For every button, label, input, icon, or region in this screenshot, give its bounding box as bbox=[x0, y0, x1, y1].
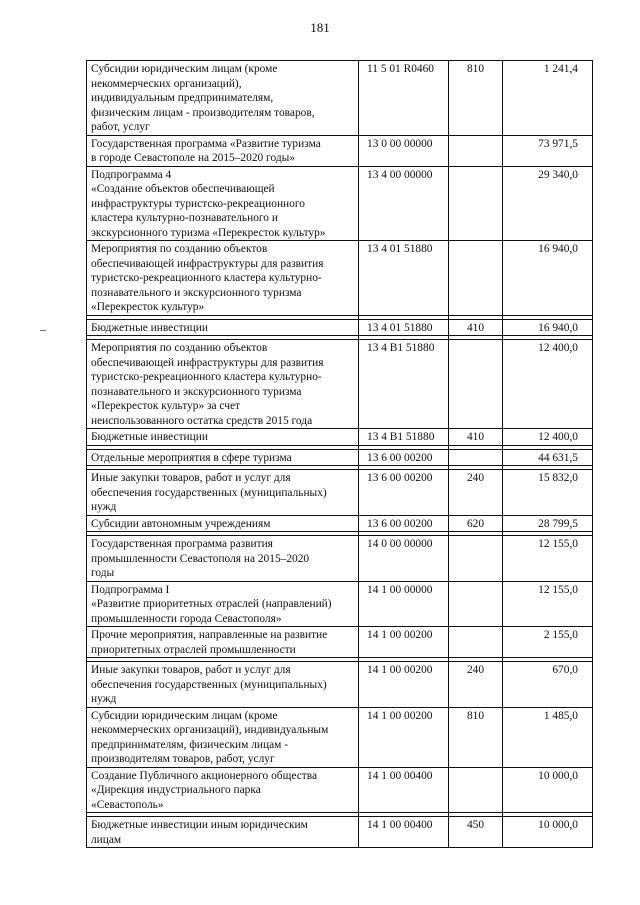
type-cell bbox=[449, 536, 503, 582]
name-cell: Бюджетные инвестиции bbox=[87, 319, 359, 336]
table-row bbox=[87, 241, 593, 316]
sum-cell: 44 631,5 bbox=[503, 449, 593, 466]
code-cell: 14 1 00 00000 bbox=[359, 581, 449, 627]
name-cell: Иные закупки товаров, работ и услуг для обеспечения государственных (муниципальных) нужд bbox=[87, 662, 359, 708]
name-cell: Отдельные мероприятия в сфере туризма bbox=[87, 449, 359, 466]
type-cell: 410 bbox=[449, 429, 503, 446]
type-cell bbox=[449, 627, 503, 658]
name-cell: Бюджетные инвестиции иным юридическим лицам bbox=[87, 817, 359, 848]
code-cell: 14 1 00 00200 bbox=[359, 627, 449, 658]
code-cell: 13 4 01 51880 bbox=[359, 319, 449, 336]
type-cell bbox=[449, 166, 503, 241]
sum-cell: 12 400,0 bbox=[503, 340, 593, 429]
code-cell: 13 6 00 00200 bbox=[359, 449, 449, 466]
sum-cell: 73 971,5 bbox=[503, 135, 593, 166]
sum-cell: 28 799,5 bbox=[503, 515, 593, 532]
type-cell bbox=[449, 241, 503, 316]
sum-cell: 15 832,0 bbox=[503, 470, 593, 516]
name-cell: Субсидии юридическим лицам (кроме некоммерческих организаций), индивидуальным предпринимателям, физическим лицам - производителям товаров, работ, услуг bbox=[87, 61, 359, 136]
name-cell: Субсидии юридическим лицам (кроме некоммерческих организаций), индивидуальным предпринимателям, физическим лицам - производителям товаров, работ, услуг bbox=[87, 707, 359, 767]
type-cell: 240 bbox=[449, 470, 503, 516]
sum-cell: 670,0 bbox=[503, 662, 593, 708]
sum-cell: 16 940,0 bbox=[503, 319, 593, 336]
table-row bbox=[87, 581, 593, 627]
sum-cell: 2 155,0 bbox=[503, 627, 593, 658]
type-cell: 620 bbox=[449, 515, 503, 532]
sum-cell: 10 000,0 bbox=[503, 817, 593, 848]
table-row bbox=[87, 536, 593, 582]
type-cell bbox=[449, 449, 503, 466]
sum-cell: 1 485,0 bbox=[503, 707, 593, 767]
sum-cell: 29 340,0 bbox=[503, 166, 593, 241]
type-cell: 810 bbox=[449, 707, 503, 767]
type-cell bbox=[449, 767, 503, 813]
name-cell: Создание Публичного акционерного общества «Дирекция индустриального парка «Севастополь» bbox=[87, 767, 359, 813]
table-row bbox=[87, 470, 593, 516]
table-row bbox=[87, 135, 593, 166]
type-cell: 450 bbox=[449, 817, 503, 848]
name-cell: Субсидии автономным учреждениям bbox=[87, 515, 359, 532]
code-cell: 13 6 00 00200 bbox=[359, 515, 449, 532]
code-cell: 14 1 00 00200 bbox=[359, 707, 449, 767]
code-cell: 13 6 00 00200 bbox=[359, 470, 449, 516]
code-cell: 13 4 00 00000 bbox=[359, 166, 449, 241]
table-row bbox=[87, 429, 593, 446]
name-cell: Иные закупки товаров, работ и услуг для обеспечения государственных (муниципальных) нужд bbox=[87, 470, 359, 516]
table-row bbox=[87, 817, 593, 848]
name-cell: Государственная программа «Развитие туризма в городе Севастополе на 2015–2020 годы» bbox=[87, 135, 359, 166]
table-row bbox=[87, 61, 593, 136]
code-cell: 14 1 00 00400 bbox=[359, 767, 449, 813]
table-row bbox=[87, 627, 593, 658]
name-cell: Прочие мероприятия, направленные на развитие приоритетных отраслей промышленности bbox=[87, 627, 359, 658]
sum-cell: 16 940,0 bbox=[503, 241, 593, 316]
code-cell: 14 0 00 00000 bbox=[359, 536, 449, 582]
code-cell: 14 1 00 00200 bbox=[359, 662, 449, 708]
sum-cell: 12 155,0 bbox=[503, 581, 593, 627]
name-cell: Государственная программа развития промышленности Севастополя на 2015–2020 годы bbox=[87, 536, 359, 582]
sum-cell: 12 155,0 bbox=[503, 536, 593, 582]
table-row bbox=[87, 166, 593, 241]
type-cell bbox=[449, 135, 503, 166]
table-row bbox=[87, 340, 593, 429]
name-cell: Бюджетные инвестиции bbox=[87, 429, 359, 446]
name-cell: Подпрограмма I «Развитие приоритетных отраслей (направлений) промышленности города Севастополя» bbox=[87, 581, 359, 627]
page-number: 181 bbox=[310, 20, 330, 35]
code-cell: 14 1 00 00400 bbox=[359, 817, 449, 848]
name-cell: Мероприятия по созданию объектов обеспечивающей инфраструктуры для развития туристско-рекреационного кластера культурно- познавательного и экскурсионного туризма «Перекресток культур» bbox=[87, 241, 359, 316]
table-body bbox=[87, 61, 593, 848]
table-row bbox=[87, 449, 593, 466]
code-cell: 13 4 01 51880 bbox=[359, 241, 449, 316]
code-cell: 13 0 00 00000 bbox=[359, 135, 449, 166]
margin-mark bbox=[40, 330, 46, 331]
name-cell: Мероприятия по созданию объектов обеспечивающей инфраструктуры для развития туристско-рекреационного кластера культурно- познавательного и экскурсионного туризма «Перекресток культур» за счет неиспользованного остатка средств 2015 года bbox=[87, 340, 359, 429]
sum-cell: 1 241,4 bbox=[503, 61, 593, 136]
table-row bbox=[87, 707, 593, 767]
code-cell: 13 4 B1 51880 bbox=[359, 340, 449, 429]
table-row bbox=[87, 662, 593, 708]
table-row bbox=[87, 319, 593, 336]
table-row bbox=[87, 767, 593, 813]
table-row bbox=[87, 515, 593, 532]
type-cell: 240 bbox=[449, 662, 503, 708]
sum-cell: 10 000,0 bbox=[503, 767, 593, 813]
type-cell: 410 bbox=[449, 319, 503, 336]
type-cell bbox=[449, 581, 503, 627]
type-cell bbox=[449, 340, 503, 429]
budget-table bbox=[86, 60, 593, 848]
code-cell: 13 4 B1 51880 bbox=[359, 429, 449, 446]
sum-cell: 12 400,0 bbox=[503, 429, 593, 446]
code-cell: 11 5 01 R0460 bbox=[359, 61, 449, 136]
type-cell: 810 bbox=[449, 61, 503, 136]
name-cell: Подпрограмма 4 «Создание объектов обеспечивающей инфраструктуры туристско-рекреационного кластера культурно-познавательного и экскурсионного туризма «Перекресток культур» bbox=[87, 166, 359, 241]
